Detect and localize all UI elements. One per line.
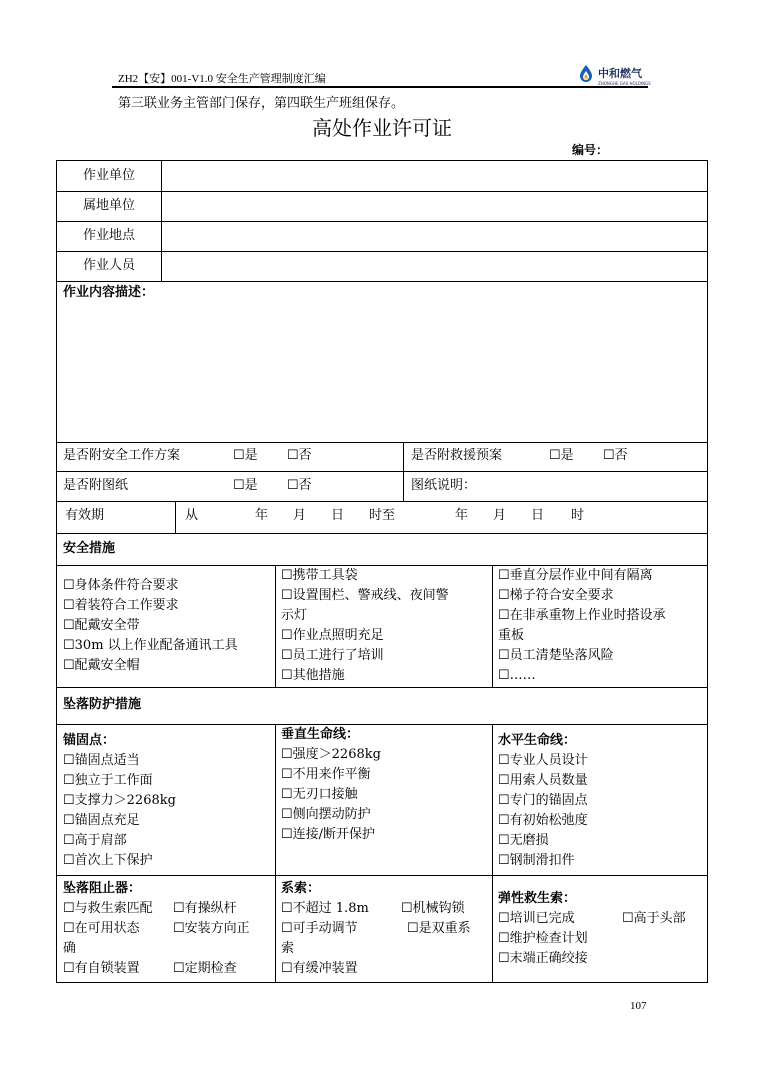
anchor-item[interactable]: ☐支撑力＞2268kg	[63, 793, 176, 808]
safety-col-3	[498, 566, 708, 686]
anchor-point-title: 锚固点：	[63, 733, 116, 748]
validity-end-hour: 时	[571, 508, 585, 523]
lanyard-item[interactable]: ☐是双重系	[407, 921, 471, 936]
safety-item-continued: 重板	[498, 628, 525, 643]
validity-start-month: 月	[293, 508, 307, 523]
validity-from: 从	[185, 508, 199, 523]
field-territory-unit[interactable]	[161, 191, 707, 221]
safety-item[interactable]: ☐30m 以上作业配备通讯工具	[63, 638, 238, 653]
page-number: 107	[630, 1000, 647, 1012]
anchor-item[interactable]: ☐独立于工作面	[63, 773, 153, 788]
anchor-item[interactable]: ☐锚固点充足	[63, 813, 140, 828]
label-safety-plan: 是否附安全工作方案	[63, 448, 181, 463]
safety-item[interactable]: ☐在非承重物上作业时搭设承	[498, 608, 666, 623]
lanyard-item[interactable]: ☐机械钩锁	[401, 901, 465, 916]
lanyard-item-continued: 索	[281, 941, 295, 956]
checkbox-plan-no[interactable]: ☐否	[287, 448, 312, 463]
label-territory-unit: 属地单位	[82, 198, 135, 213]
horizontal-item[interactable]: ☐专业人员设计	[498, 753, 588, 768]
fall-arrester-title: 坠落阻止器：	[63, 881, 142, 896]
horizontal-item[interactable]: ☐专门的锚固点	[498, 793, 588, 808]
horizontal-item[interactable]: ☐无磨损	[498, 833, 549, 848]
arrester-item[interactable]: ☐与救生索匹配	[63, 901, 153, 916]
safety-item[interactable]: ☐垂直分层作业中间有隔离	[498, 568, 653, 583]
anchor-point-group	[63, 731, 273, 871]
vertical-lifeline-title: 垂直生命线：	[281, 727, 360, 742]
label-validity: 有效期	[65, 508, 105, 523]
logo-subtext: ZHONGHE GAS HOLDINGS	[598, 81, 651, 86]
safety-item[interactable]: ☐员工进行了培训	[281, 648, 384, 663]
field-workers[interactable]	[161, 251, 707, 281]
checkbox-drawing-yes[interactable]: ☐是	[233, 478, 258, 493]
page-title: 高处作业许可证	[312, 116, 452, 140]
horizontal-item[interactable]: ☐有初始松弛度	[498, 813, 588, 828]
section-fall-protection: 坠落防护措施	[63, 697, 142, 712]
safety-item[interactable]: ☐……	[498, 668, 536, 683]
elastic-item[interactable]: ☐培训已完成	[498, 911, 575, 926]
safety-item[interactable]: ☐配戴安全帽	[63, 658, 140, 673]
elastic-item[interactable]: ☐高于头部	[622, 911, 686, 926]
validity-end-day: 日	[531, 508, 545, 523]
elastic-item[interactable]: ☐末端正确绞接	[498, 951, 588, 966]
checkbox-drawing-no[interactable]: ☐否	[287, 478, 312, 493]
field-work-unit[interactable]	[161, 161, 707, 191]
arrester-item[interactable]: ☐定期检查	[173, 961, 237, 976]
horizontal-item[interactable]: ☐钢制滑扣件	[498, 853, 575, 868]
safety-item[interactable]: ☐身体条件符合要求	[63, 578, 179, 593]
arrester-item[interactable]: ☐安装方向正	[173, 921, 250, 936]
safety-item[interactable]: ☐其他措施	[281, 668, 345, 683]
label-drawing: 是否附图纸	[63, 478, 129, 493]
label-work-unit: 作业单位	[82, 168, 135, 183]
label-workers: 作业人员	[82, 258, 135, 273]
safety-item[interactable]: ☐配戴安全带	[63, 618, 140, 633]
horizontal-lifeline-group	[498, 731, 708, 871]
label-drawing-description: 图纸说明：	[411, 478, 477, 493]
safety-item[interactable]: ☐作业点照明充足	[281, 628, 384, 643]
safety-item[interactable]: ☐梯子符合安全要求	[498, 588, 614, 603]
lanyard-item[interactable]: ☐有缓冲装置	[281, 961, 358, 976]
safety-item[interactable]: ☐着装符合工作要求	[63, 598, 179, 613]
vertical-item[interactable]: ☐不用来作平衡	[281, 767, 371, 782]
label-work-content: 作业内容描述：	[63, 285, 155, 300]
anchor-item[interactable]: ☐锚固点适当	[63, 753, 140, 768]
safety-item[interactable]: ☐携带工具袋	[281, 568, 358, 583]
safety-col-2	[281, 566, 491, 686]
elastic-lifeline-group	[498, 889, 708, 969]
work-content-description[interactable]	[63, 283, 703, 441]
field-work-location[interactable]	[161, 221, 707, 251]
vertical-lifeline-group	[281, 725, 491, 845]
elastic-lifeline-title: 弹性救生索：	[498, 891, 577, 906]
label-work-location: 作业地点	[82, 228, 135, 243]
lanyard-item[interactable]: ☐不超过 1.8m	[281, 901, 369, 916]
flame-drop-icon	[578, 64, 594, 82]
vertical-item[interactable]: ☐无刃口接触	[281, 787, 358, 802]
section-safety-measures: 安全措施	[63, 541, 116, 556]
validity-hour-to: 时至	[369, 508, 396, 523]
arrester-item[interactable]: ☐有操纵杆	[173, 901, 237, 916]
arrester-item[interactable]: ☐有自锁装置	[63, 961, 140, 976]
lanyard-title: 系索：	[281, 881, 321, 896]
checkbox-rescue-yes[interactable]: ☐是	[549, 448, 574, 463]
fall-arrester-group	[63, 879, 273, 979]
vertical-item[interactable]: ☐强度＞2268kg	[281, 747, 381, 762]
anchor-item[interactable]: ☐高于肩部	[63, 833, 127, 848]
validity-end-year: 年	[455, 508, 469, 523]
vertical-item[interactable]: ☐连接/断开保护	[281, 827, 376, 842]
validity-start-day: 日	[331, 508, 345, 523]
company-logo	[578, 64, 651, 86]
checkbox-rescue-no[interactable]: ☐否	[603, 448, 628, 463]
horizontal-item[interactable]: ☐用索人员数量	[498, 773, 588, 788]
validity-start-year: 年	[255, 508, 269, 523]
label-rescue-plan: 是否附救援预案	[411, 448, 503, 463]
arrester-item-continued: 确	[63, 941, 77, 956]
safety-item[interactable]: ☐设置围栏、警戒线、夜间警	[281, 588, 449, 603]
elastic-item[interactable]: ☐维护检查计划	[498, 931, 588, 946]
header-rule	[112, 86, 648, 88]
vertical-item[interactable]: ☐侧向摆动防护	[281, 807, 371, 822]
horizontal-lifeline-title: 水平生命线：	[498, 733, 577, 748]
logo-text: 中和燃气	[598, 67, 642, 80]
lanyard-group	[281, 879, 491, 979]
copy-retention-note: 第三联业务主管部门保存，第四联生产班组保存。	[118, 96, 405, 111]
permit-form	[56, 160, 708, 983]
anchor-item[interactable]: ☐首次上下保护	[63, 853, 153, 868]
safety-item[interactable]: ☐员工清楚坠落风险	[498, 648, 614, 663]
validity-end-month: 月	[493, 508, 507, 523]
document-code: ZH2【安】001-V1.0 安全生产管理制度汇编	[118, 73, 326, 85]
checkbox-plan-yes[interactable]: ☐是	[233, 448, 258, 463]
arrester-item[interactable]: ☐在可用状态	[63, 921, 140, 936]
lanyard-item[interactable]: ☐可手动调节	[281, 921, 358, 936]
serial-number-label: 编号：	[572, 143, 609, 157]
safety-col-1	[63, 576, 273, 676]
safety-item-continued: 示灯	[281, 608, 308, 623]
